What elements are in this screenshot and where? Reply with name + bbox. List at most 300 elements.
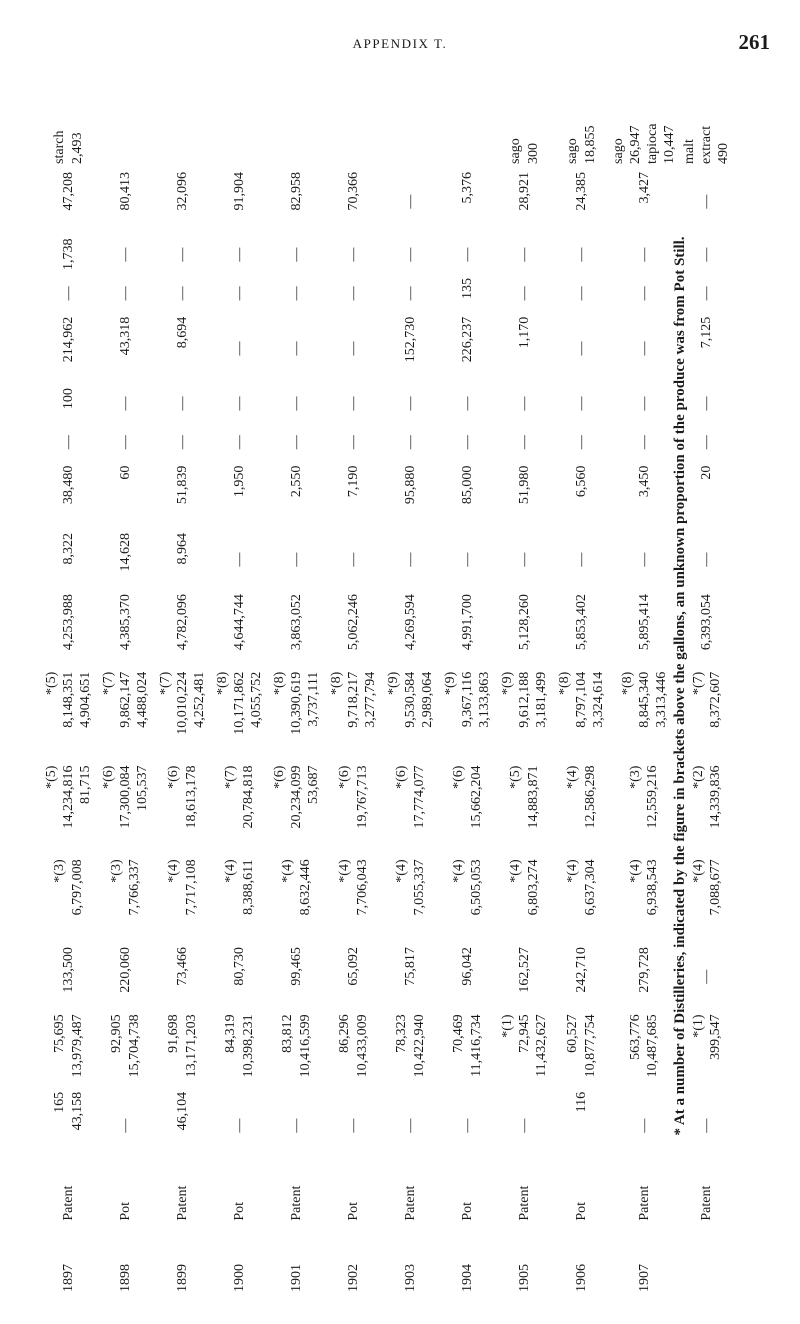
cell-value: 7,125 <box>699 316 715 349</box>
other-materials-cell <box>154 76 211 168</box>
cell-value: 75,695 <box>52 1014 68 1053</box>
data-cell-c1 <box>211 1088 268 1163</box>
cell-value: *(4) <box>628 859 644 883</box>
still-type-cell: Patent <box>60 1185 76 1221</box>
cell-value: 1,738 <box>60 238 76 271</box>
cell-value: — <box>345 247 361 262</box>
running-head: APPENDIX T. <box>352 36 448 51</box>
cell-value: — <box>288 396 304 411</box>
cell-value: — <box>402 435 418 450</box>
still-type-cell: Patent <box>174 1185 190 1221</box>
cell-value: 70,366 <box>345 171 361 211</box>
cell-value: *(4) <box>690 859 706 883</box>
cell-value: 4,644,744 <box>231 594 247 651</box>
cell-value: 73,466 <box>174 947 190 986</box>
data-cell-c5 <box>553 762 610 856</box>
other-materials-cell <box>40 76 97 168</box>
data-cell-c11 <box>325 384 382 423</box>
data-cell-c6 <box>211 668 268 762</box>
other-materials-cell <box>439 76 496 168</box>
table-row <box>40 76 97 1296</box>
other-material-value: tapioca <box>645 123 661 164</box>
cell-value: *(6) <box>451 765 467 789</box>
data-cell-c5 <box>439 762 496 856</box>
cell-value: 4,055,752 <box>249 671 265 728</box>
data-cell-c9 <box>97 462 154 529</box>
cell-value: 9,530,584 <box>402 671 418 728</box>
cell-value: 47,208 <box>60 171 76 211</box>
table-row <box>211 76 268 1296</box>
data-cell-c12 <box>97 313 154 384</box>
cell-value: 6,505,053 <box>468 859 484 916</box>
cell-value: 15,704,738 <box>126 1014 142 1078</box>
cell-value: *(4) <box>166 859 182 883</box>
cell-value: — <box>516 435 532 450</box>
year-cell: 1898 <box>117 1264 133 1292</box>
cell-value: 116 <box>573 1091 589 1113</box>
data-cell-c6 <box>325 668 382 762</box>
cell-value: — <box>174 396 190 411</box>
data-cell-c10 <box>439 423 496 462</box>
other-material-value: 2,493 <box>69 132 85 164</box>
cell-value: — <box>231 286 247 301</box>
data-cell-c15 <box>496 168 553 235</box>
data-cell-c7 <box>382 590 439 668</box>
data-cell-c3 <box>40 943 97 1010</box>
data-cell-c13 <box>382 274 439 313</box>
cell-value: — <box>231 341 247 356</box>
other-material-value: sago <box>565 138 581 164</box>
cell-value: — <box>699 552 715 567</box>
cell-value: 7,088,677 <box>707 859 723 916</box>
cell-value: 46,104 <box>174 1091 190 1131</box>
still-type-cell: Patent <box>402 1185 418 1221</box>
cell-value: 4,269,594 <box>402 594 418 651</box>
other-material-value: 300 <box>525 142 541 164</box>
data-cell-c2 <box>439 1010 496 1088</box>
still-type-cell: Pot <box>345 1201 361 1221</box>
data-cell-c9 <box>439 462 496 529</box>
cell-value: — <box>459 1118 475 1133</box>
cell-value: *(4) <box>565 859 581 883</box>
data-cell-c6 <box>40 668 97 762</box>
cell-value: *(8) <box>556 671 572 696</box>
data-cell-c14 <box>97 235 154 274</box>
data-cell-c11 <box>268 384 325 423</box>
cell-value: — <box>636 247 652 262</box>
cell-value: 8,964 <box>174 532 190 565</box>
data-cell-c10 <box>40 423 97 462</box>
cell-value: 84,319 <box>223 1014 239 1053</box>
data-cell-c10 <box>496 423 553 462</box>
data-cell-c6 <box>553 668 610 762</box>
cell-value: — <box>402 286 418 301</box>
cell-value: 75,817 <box>402 947 418 986</box>
cell-value: — <box>516 396 532 411</box>
cell-value: *(4) <box>280 859 296 883</box>
cell-value: *(6) <box>166 765 182 789</box>
table-row <box>382 76 439 1296</box>
data-cell-c8 <box>439 529 496 590</box>
cell-value: 4,385,370 <box>117 594 133 651</box>
cell-value: 4,991,700 <box>459 594 475 651</box>
cell-value: 5,895,414 <box>636 594 652 651</box>
data-cell-c14 <box>553 235 610 274</box>
data-cell-c3 <box>325 943 382 1010</box>
other-materials-cell <box>211 76 268 168</box>
data-cell-c3 <box>268 943 325 1010</box>
cell-value: 4,253,988 <box>60 594 76 651</box>
cell-value: 133,500 <box>60 947 76 993</box>
cell-value: 92,905 <box>109 1014 125 1053</box>
data-cell-c11 <box>553 384 610 423</box>
data-cell-c11 <box>382 384 439 423</box>
cell-value: 5,376 <box>459 171 475 204</box>
cell-value: 226,237 <box>459 316 475 363</box>
other-material-value: sago <box>508 138 524 164</box>
data-cell-c3 <box>211 943 268 1010</box>
cell-value: — <box>288 552 304 567</box>
data-cell-c7 <box>325 590 382 668</box>
cell-value: 165 <box>52 1091 68 1113</box>
data-cell-c15 <box>382 168 439 235</box>
table-row <box>268 76 325 1296</box>
cell-value: — <box>345 396 361 411</box>
cell-value: *(4) <box>451 859 467 883</box>
data-cell-c14 <box>268 235 325 274</box>
data-cell-c12 <box>439 313 496 384</box>
cell-value: — <box>402 194 418 209</box>
data-cell-c10 <box>97 423 154 462</box>
cell-value: 162,527 <box>516 947 532 993</box>
cell-value: — <box>573 552 589 567</box>
cell-value: — <box>402 1118 418 1133</box>
data-cell-c11 <box>40 384 97 423</box>
cell-value: — <box>288 247 304 262</box>
cell-value: — <box>231 396 247 411</box>
cell-value: 86,296 <box>337 1014 353 1053</box>
data-cell-c7 <box>496 590 553 668</box>
cell-value: 8,148,351 <box>60 671 76 728</box>
table-row <box>325 76 382 1296</box>
cell-value: 7,717,108 <box>183 859 199 916</box>
data-cell-c11 <box>97 384 154 423</box>
data-cell-c1 <box>439 1088 496 1163</box>
cell-value: 10,487,685 <box>645 1014 661 1078</box>
data-cell-c12 <box>211 313 268 384</box>
cell-value: 15,662,204 <box>468 765 484 829</box>
data-cell-c8 <box>325 529 382 590</box>
cell-value: 20 <box>699 465 715 480</box>
cell-value: 95,880 <box>402 465 418 505</box>
cell-value: 38,480 <box>60 465 76 505</box>
cell-value: *(9) <box>442 671 458 696</box>
cell-value: 8,322 <box>60 532 76 565</box>
cell-value: 3,450 <box>636 465 652 498</box>
cell-value: 10,171,862 <box>231 671 247 735</box>
cell-value: — <box>117 435 133 450</box>
cell-value: *(2) <box>690 765 706 789</box>
cell-value: 82,958 <box>288 171 304 211</box>
data-cell-c6 <box>382 668 439 762</box>
data-cell-c13 <box>154 274 211 313</box>
cell-value: — <box>573 396 589 411</box>
other-material-value: malt <box>682 139 698 164</box>
data-cell-c2 <box>97 1010 154 1088</box>
cell-value: *(4) <box>337 859 353 883</box>
data-cell-c14 <box>496 235 553 274</box>
cell-value: — <box>174 435 190 450</box>
data-cell-c4 <box>496 855 553 943</box>
cell-value: 9,612,188 <box>516 671 532 728</box>
year-cell: 1907 <box>636 1264 652 1292</box>
other-material-value: 10,447 <box>662 125 678 164</box>
cell-value: *(3) <box>52 859 68 883</box>
cell-value: 10,416,599 <box>297 1014 313 1078</box>
other-materials-cell <box>268 76 325 168</box>
table-row <box>553 76 610 1296</box>
cell-value: 65,092 <box>345 947 361 986</box>
cell-value: 3,427 <box>636 171 652 204</box>
cell-value: 8,845,340 <box>636 671 652 728</box>
cell-value: 7,706,043 <box>354 859 370 916</box>
cell-value: — <box>636 552 652 567</box>
cell-value: — <box>402 396 418 411</box>
cell-value: — <box>699 194 715 209</box>
cell-value: 13,171,203 <box>183 1014 199 1078</box>
cell-value: — <box>345 435 361 450</box>
cell-value: — <box>699 247 715 262</box>
cell-value: *(5) <box>43 671 59 696</box>
cell-value: *(8) <box>214 671 230 696</box>
cell-value: 5,853,402 <box>573 594 589 651</box>
data-cell-c10 <box>154 423 211 462</box>
data-cell-c2 <box>496 1010 553 1088</box>
cell-value: 11,432,627 <box>534 1014 550 1077</box>
data-cell-c12 <box>496 313 553 384</box>
cell-value: 7,190 <box>345 465 361 498</box>
cell-value: 3,181,499 <box>534 671 550 728</box>
cell-value: *(4) <box>394 859 410 883</box>
data-cell-c10 <box>268 423 325 462</box>
cell-value: *(8) <box>328 671 344 696</box>
cell-value: *(6) <box>394 765 410 789</box>
other-materials-cell <box>382 76 439 168</box>
still-type-cell: Pot <box>117 1201 133 1221</box>
cell-value: — <box>636 396 652 411</box>
data-cell-c12 <box>325 313 382 384</box>
statistics-table <box>40 76 735 1296</box>
data-cell-c9 <box>496 462 553 529</box>
cell-value: — <box>516 286 532 301</box>
data-cell-c1 <box>382 1088 439 1163</box>
cell-value: 11,416,734 <box>468 1014 484 1077</box>
cell-value: — <box>231 435 247 450</box>
other-material-value: starch <box>52 130 68 164</box>
cell-value: 18,613,178 <box>183 765 199 829</box>
data-cell-c12 <box>553 313 610 384</box>
data-cell-c11 <box>439 384 496 423</box>
footnote: * At a number of Distilleries, indicated by the figure in brackets above the gallons, an unknown proportion of the produce was from Pot Still. <box>672 236 688 1136</box>
cell-value: — <box>636 286 652 301</box>
cell-value: — <box>699 286 715 301</box>
cell-value: 8,694 <box>174 316 190 349</box>
cell-value: — <box>699 969 715 984</box>
data-cell-c5 <box>211 762 268 856</box>
cell-value: 53,687 <box>306 765 322 805</box>
cell-value: — <box>288 1118 304 1133</box>
data-cell-c13 <box>211 274 268 313</box>
cell-value: — <box>459 396 475 411</box>
cell-value: — <box>699 1118 715 1133</box>
data-cell-c4 <box>325 855 382 943</box>
cell-value: 100 <box>60 388 76 410</box>
data-cell-c1 <box>496 1088 553 1163</box>
data-cell-c15 <box>97 168 154 235</box>
cell-value: 242,710 <box>573 947 589 993</box>
data-cell-c3 <box>439 943 496 1010</box>
data-cell-c7 <box>97 590 154 668</box>
cell-value: 6,938,543 <box>645 859 661 916</box>
data-cell-c7 <box>211 590 268 668</box>
cell-value: — <box>288 341 304 356</box>
data-cell-c10 <box>382 423 439 462</box>
data-cell-c10 <box>325 423 382 462</box>
still-type-cell: Patent <box>636 1185 652 1221</box>
data-cell-c9 <box>325 462 382 529</box>
data-cell-c1 <box>154 1088 211 1163</box>
cell-value: — <box>699 435 715 450</box>
data-cell-c6 <box>97 668 154 762</box>
data-cell-c13 <box>553 274 610 313</box>
still-type-cell: Pot <box>459 1201 475 1221</box>
data-cell-c4 <box>268 855 325 943</box>
other-materials-cell <box>553 76 610 168</box>
cell-value: 152,730 <box>402 316 418 363</box>
data-cell-c2 <box>268 1010 325 1088</box>
other-materials-cell <box>325 76 382 168</box>
cell-value: 51,980 <box>516 465 532 505</box>
cell-value: 10,398,231 <box>240 1014 256 1078</box>
data-cell-c7 <box>439 590 496 668</box>
cell-value: — <box>174 286 190 301</box>
cell-value: 91,698 <box>166 1014 182 1053</box>
data-cell-c5 <box>325 762 382 856</box>
cell-value: *(5) <box>508 765 524 789</box>
cell-value: — <box>573 435 589 450</box>
cell-value: — <box>636 1118 652 1133</box>
cell-value: — <box>402 247 418 262</box>
cell-value: 14,234,816 <box>60 765 76 829</box>
cell-value: 7,766,337 <box>126 859 142 916</box>
cell-value: — <box>516 1118 532 1133</box>
cell-value: 4,904,651 <box>78 671 94 728</box>
cell-value: *(3) <box>109 859 125 883</box>
cell-value: 80,413 <box>117 171 133 211</box>
table-body <box>40 76 735 1296</box>
cell-value: 9,718,217 <box>345 671 361 728</box>
data-cell-c15 <box>268 168 325 235</box>
data-cell-c11 <box>496 384 553 423</box>
cell-value: *(8) <box>271 671 287 696</box>
still-type-cell: Patent <box>288 1185 304 1221</box>
cell-value: 563,776 <box>628 1014 644 1060</box>
cell-value: 20,784,818 <box>240 765 256 829</box>
cell-value: *(1) <box>499 1014 515 1038</box>
data-cell-c12 <box>382 313 439 384</box>
cell-value: 24,385 <box>573 171 589 211</box>
cell-value: 3,277,794 <box>363 671 379 728</box>
data-cell-c8 <box>97 529 154 590</box>
data-cell-c4 <box>439 855 496 943</box>
data-cell-c8 <box>553 529 610 590</box>
cell-value: 1,170 <box>516 316 532 349</box>
year-cell: 1899 <box>174 1264 190 1292</box>
cell-value: 8,797,104 <box>573 671 589 728</box>
cell-value: *(7) <box>223 765 239 789</box>
cell-value: 12,586,298 <box>582 765 598 829</box>
data-cell-c4 <box>40 855 97 943</box>
cell-value: *(3) <box>628 765 644 789</box>
cell-value: 60,527 <box>565 1014 581 1053</box>
cell-value: *(4) <box>223 859 239 883</box>
data-cell-c5 <box>97 762 154 856</box>
cell-value: — <box>516 552 532 567</box>
data-cell-c4 <box>382 855 439 943</box>
cell-value: 17,300,084 <box>117 765 133 829</box>
data-cell-c2 <box>325 1010 382 1088</box>
cell-value: 83,812 <box>280 1014 296 1053</box>
cell-value: *(6) <box>100 765 116 789</box>
year-cell: 1902 <box>345 1264 361 1292</box>
other-material-value: 18,855 <box>582 125 598 164</box>
cell-value: — <box>459 552 475 567</box>
cell-value: 70,469 <box>451 1014 467 1053</box>
cell-value: 72,945 <box>516 1014 532 1053</box>
cell-value: 3,313,446 <box>653 671 669 728</box>
data-cell-c9 <box>382 462 439 529</box>
data-cell-c14 <box>325 235 382 274</box>
data-cell-c8 <box>40 529 97 590</box>
data-cell-c5 <box>496 762 553 856</box>
cell-value: 99,465 <box>288 947 304 986</box>
data-cell-c4 <box>553 855 610 943</box>
data-cell-c5 <box>154 762 211 856</box>
cell-value: 2,550 <box>288 465 304 498</box>
data-cell-c8 <box>268 529 325 590</box>
table-row <box>154 76 211 1296</box>
cell-value: 91,904 <box>231 171 247 211</box>
data-cell-c13 <box>268 274 325 313</box>
data-cell-c14 <box>439 235 496 274</box>
cell-value: 6,637,304 <box>582 859 598 916</box>
cell-value: 3,133,863 <box>477 671 493 728</box>
table-row <box>496 76 553 1296</box>
table-row <box>439 76 496 1296</box>
cell-value: *(8) <box>619 671 635 696</box>
data-cell-c9 <box>553 462 610 529</box>
cell-value: 13,979,487 <box>69 1014 85 1078</box>
cell-value: 4,488,024 <box>135 671 151 728</box>
cell-value: 220,060 <box>117 947 133 993</box>
data-cell-c8 <box>382 529 439 590</box>
data-cell-c9 <box>211 462 268 529</box>
cell-value: — <box>345 341 361 356</box>
cell-value: — <box>60 435 76 450</box>
cell-value: *(4) <box>508 859 524 883</box>
cell-value: 1,950 <box>231 465 247 498</box>
cell-value: 5,128,260 <box>516 594 532 651</box>
